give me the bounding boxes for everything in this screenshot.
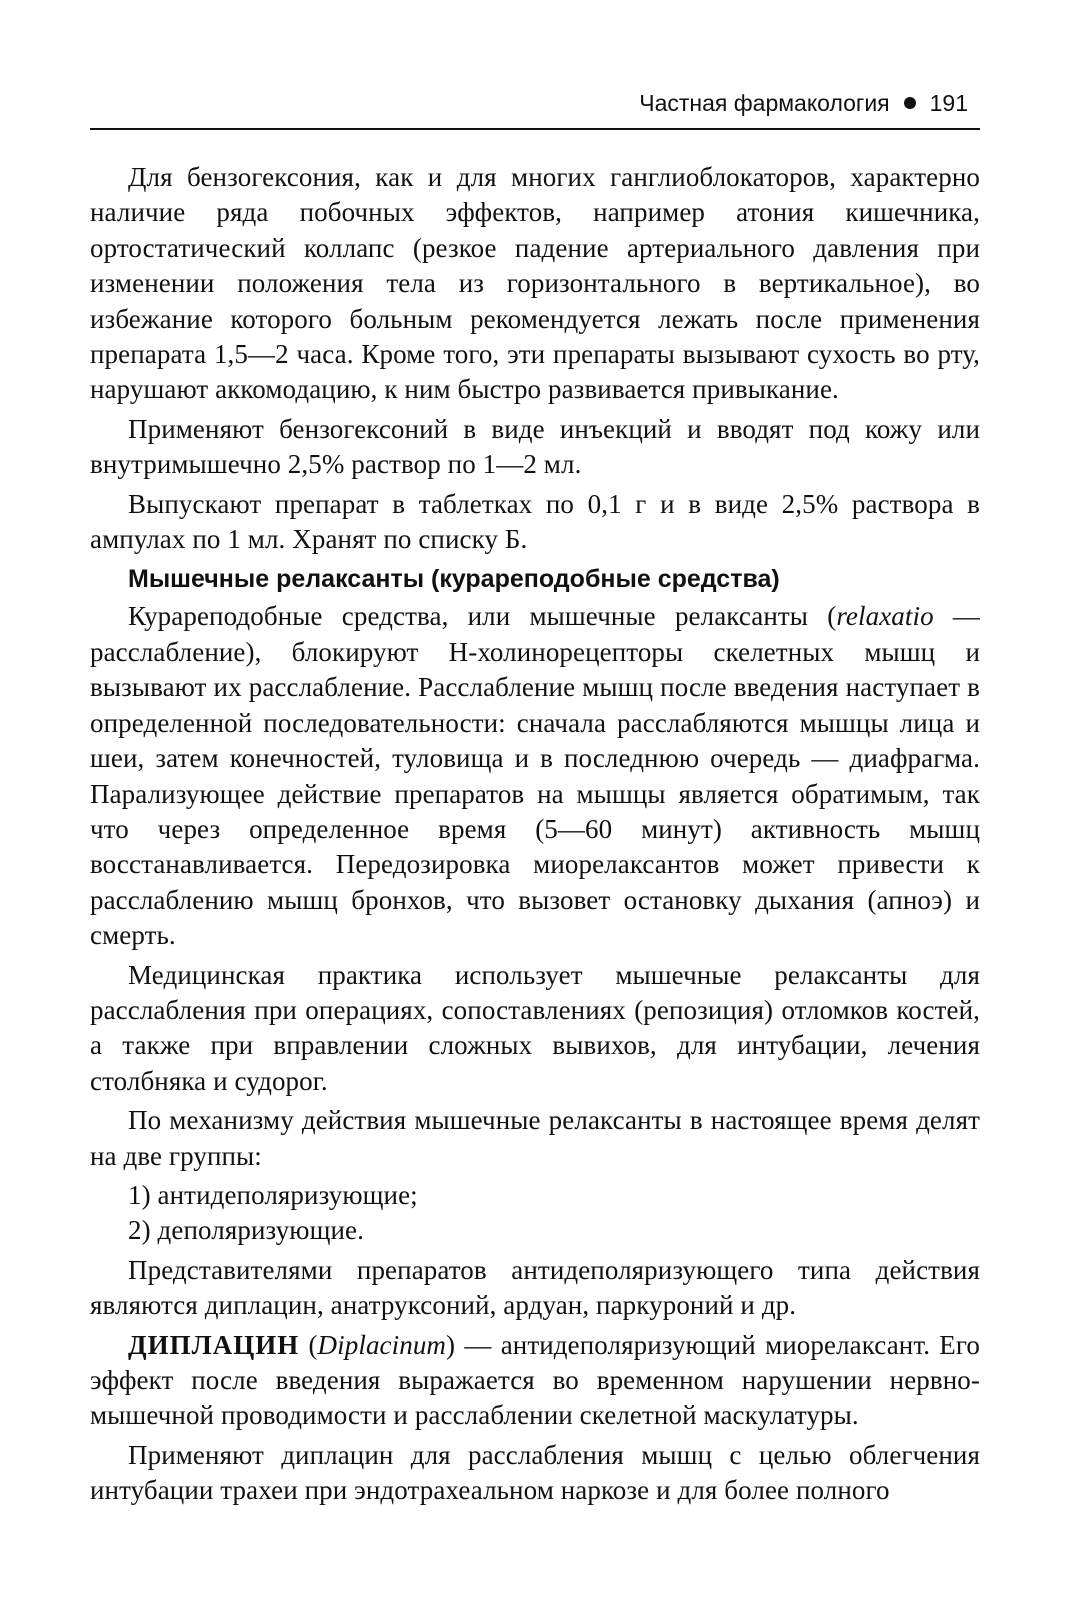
paragraph-representatives: Представителями препаратов антидеполяризующего типа действия являются диплацин, анатруксоний, ардуан, паркуроний и др. xyxy=(90,1254,980,1321)
section-title: Частная фармакология xyxy=(639,90,890,116)
paragraph-application: Применяют бензогексоний в виде инъекций и вводят под кожу или внутримышечно 2,5% раствор по 1—2 мл. xyxy=(90,413,980,480)
paragraph-medical-practice: Медицинская практика использует мышечные релаксанты для расслабления при операциях, сопоставлениях (репозиция) отломков костей, а также при вправлении сложных вывихов, для интубации, лечения столбняка и судорог. xyxy=(90,959,980,1096)
page-body xyxy=(90,160,980,1513)
section-heading: Мышечные релаксанты (курареподобные средства) xyxy=(128,565,780,594)
text-run: Курареподобные средства, или мышечные релаксанты ( xyxy=(128,601,837,632)
paragraph-release-form: Выпускают препарат в таблетках по 0,1 г и в виде 2,5% раствора в ампулах по 1 мл. Хранят по списку Б. xyxy=(90,488,980,555)
paragraph-mechanism: По механизму действия мышечные релаксанты в настоящее время делят на две группы: xyxy=(90,1105,980,1171)
paragraph-diplacin xyxy=(90,1328,980,1434)
text-run: — расслабление), блокируют Н-холинорецепторы скелетных мышц и вызывают их расслабление. Расслабление мышц после введения наступает в определенной последовательности: сначала расслабляются мышцы лица и шеи, затем конечностей, туловища и в последнюю очередь — диафрагма. Парализующее действие препаратов на мышцы является обратимым, так что через определенное время (5—60 минут) активность мышц восстанавливается. Передозировка миорелаксантов может привести к расслаблению мышц бронхов, что вызовет остановку дыхания (апноэ) и смерть. xyxy=(90,601,980,951)
drug-name: ДИПЛАЦИН xyxy=(128,1329,300,1360)
latin-term: Diplacinum xyxy=(317,1329,447,1360)
text-run: ( xyxy=(299,1329,318,1360)
latin-term: relaxatio xyxy=(836,601,934,632)
list-item: 2) деполяризующие. xyxy=(128,1215,364,1246)
list-item: 1) антидеполяризующие; xyxy=(128,1179,418,1210)
running-header xyxy=(90,88,980,130)
paragraph-diplacin-use: Применяют диплацин для расслабления мышц с целью облегчения интубации трахеи при эндотрахеальном наркозе и для более полного xyxy=(90,1439,980,1506)
page-number: 191 xyxy=(929,90,968,116)
bullet-icon xyxy=(904,97,916,109)
paragraph-curare-like xyxy=(90,599,980,953)
paragraph-side-effects: Для бензогексония, как и для многих ганглиоблокаторов, характерно наличие ряда побочных эффектов, например атония кишечника, ортостатический коллапс (резкое падение артериального давления при изменении положения тела из горизонтального в вертикальное), во избежание которого больным рекомендуется лежать после применения препарата 1,5—2 часа. Кроме того, эти препараты вызывают сухость во рту, нарушают аккомодацию, к ним быстро развивается привыкание. xyxy=(90,162,980,405)
text-run: ) — антидеполяризующий миорелаксант. Его эффект после введения выражается во временном нарушении нервно-мышечной проводимости и расслаблении скелетной маскулатуры. xyxy=(90,1329,980,1431)
running-header-text xyxy=(639,88,968,118)
